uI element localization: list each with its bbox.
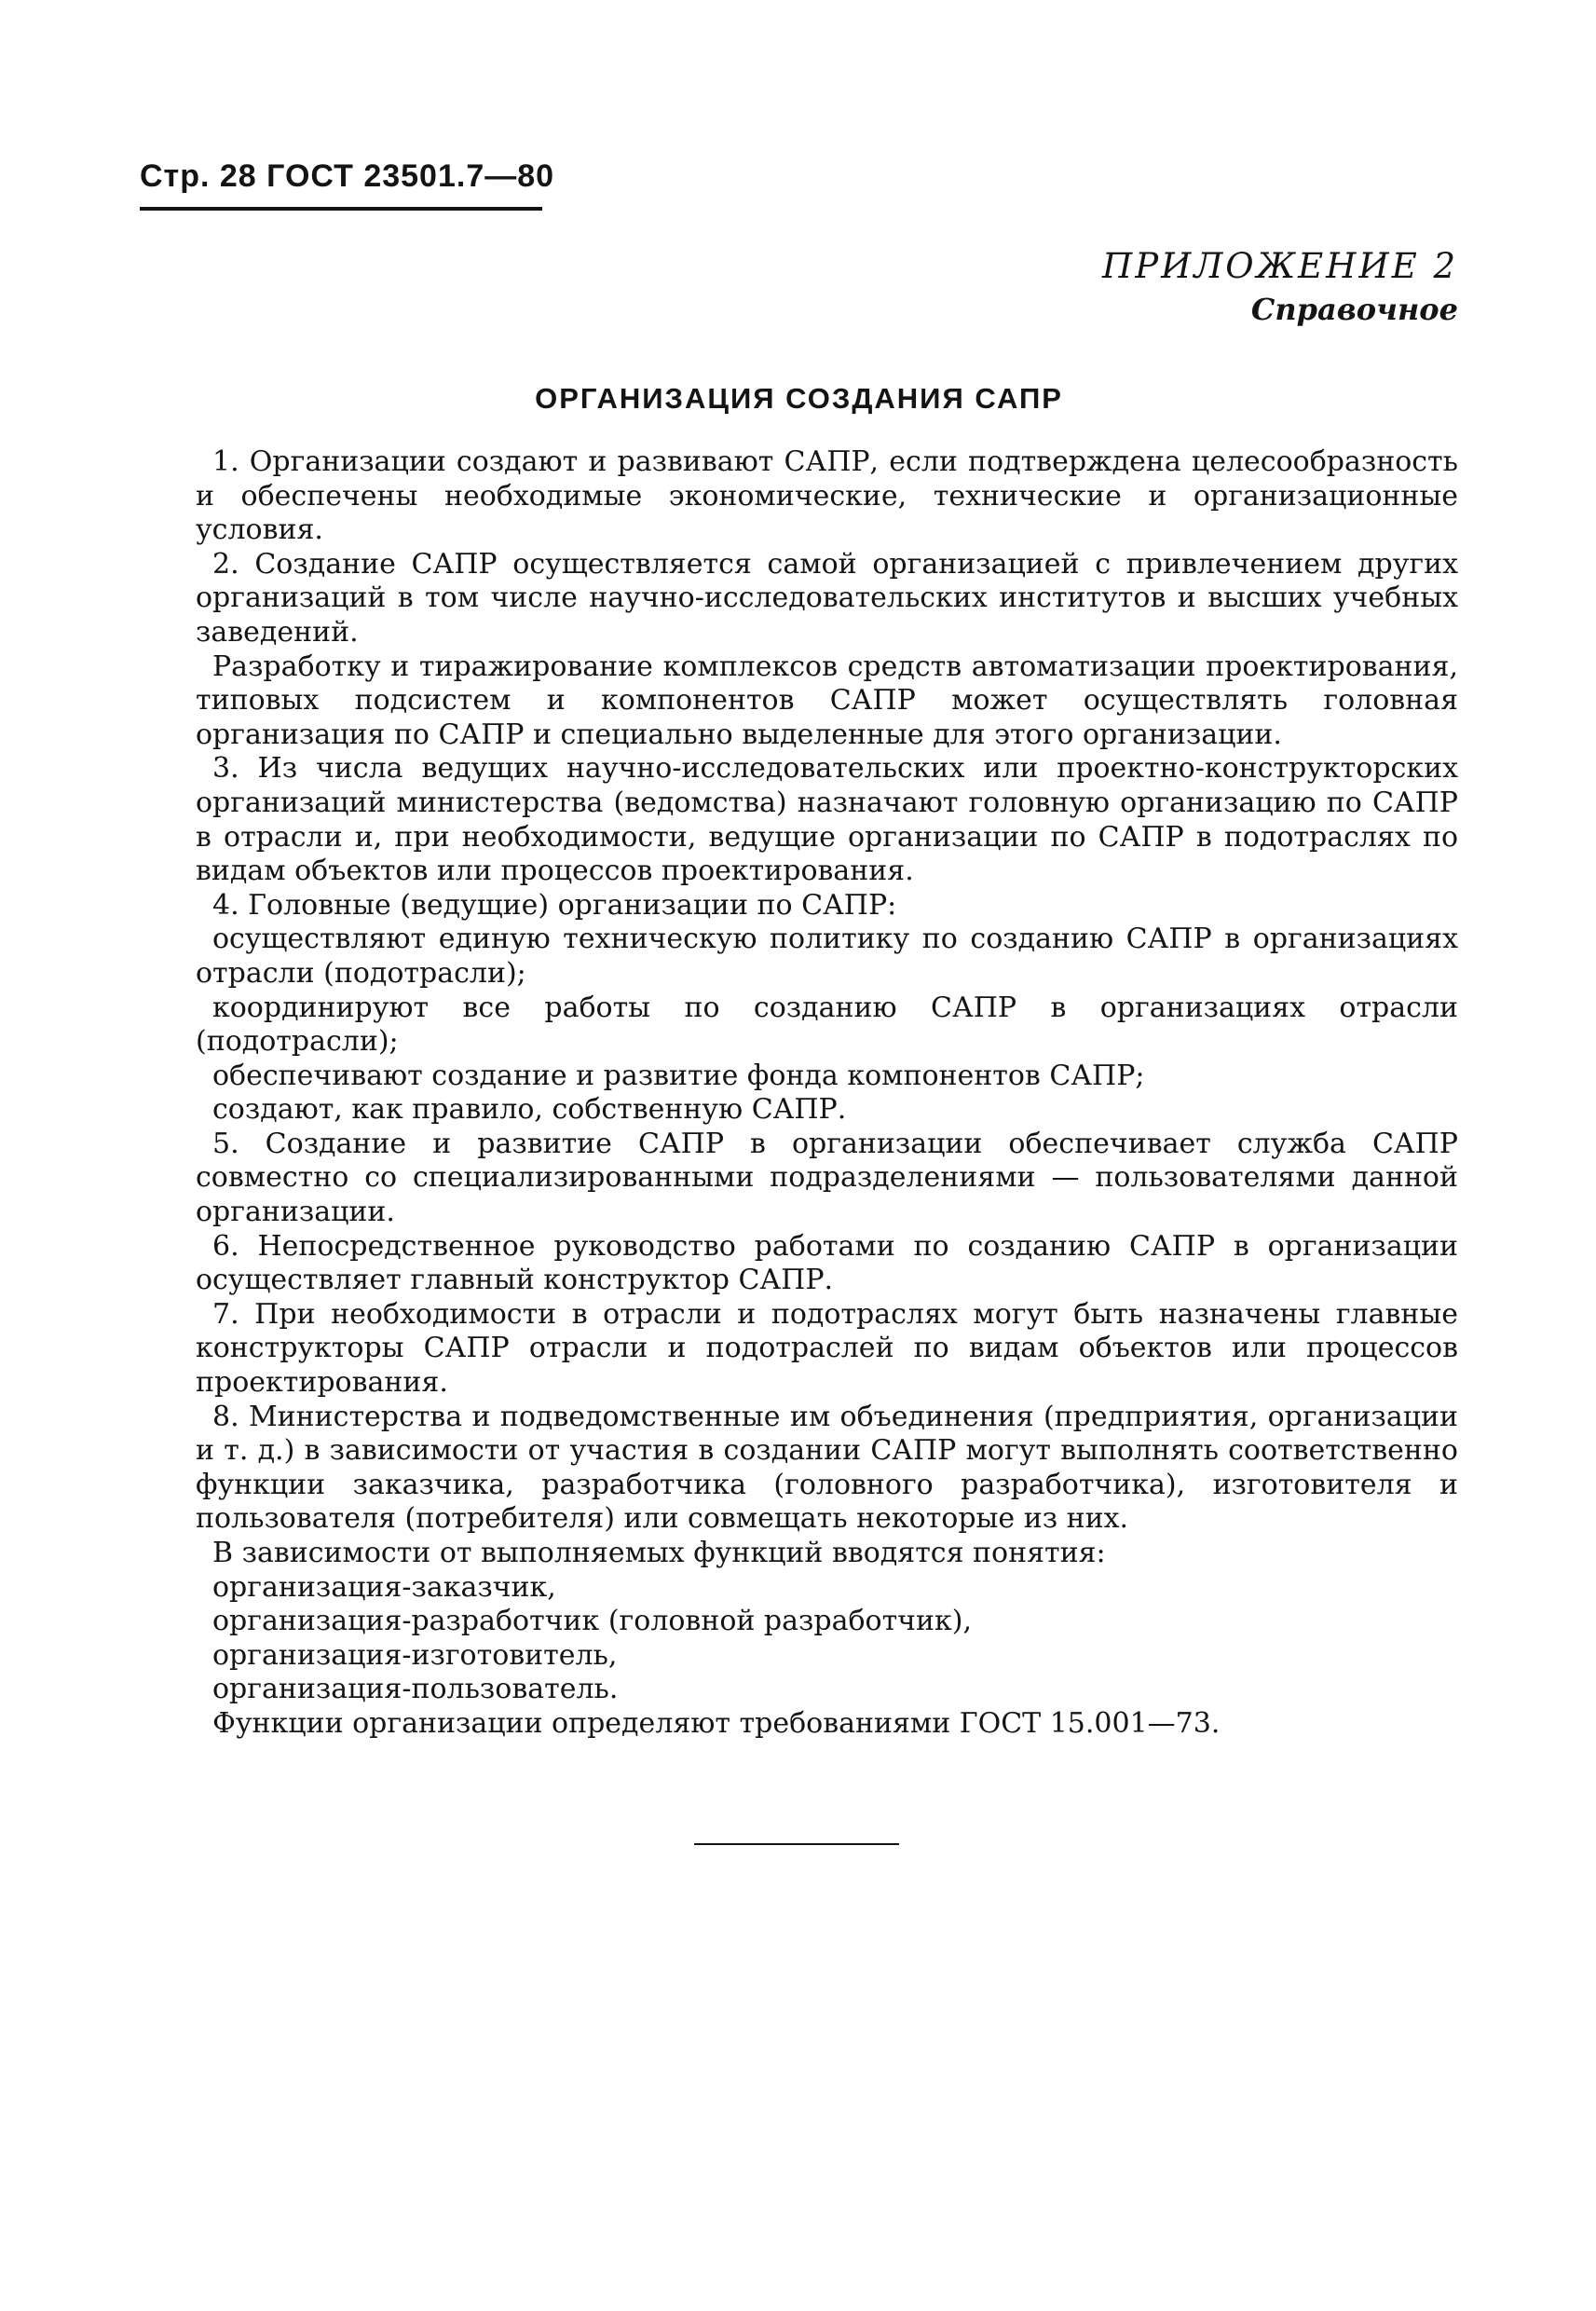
appendix-subtitle: Справочное <box>1250 292 1458 327</box>
paragraph-4-item: обеспечивают создание и развитие фонда компонентов САПР; <box>212 1059 1145 1092</box>
paragraph-4-item: координируют все работы по созданию САПР в организациях отрасли (подотрасли); <box>196 991 1458 1059</box>
paragraph-2: 2. Создание САПР осуществляется самой организацией с привлечением других организаций в том числе научно-исследовательских институтов и высших учебных заведений. <box>196 547 1458 649</box>
paragraph-4-item: осуществляют единую техническую политику по созданию САПР в организациях отрасли (подотрасли); <box>196 923 1458 990</box>
concept-item: организация-пользователь. <box>212 1673 619 1706</box>
document-body <box>196 445 1458 1742</box>
page-header: Стр. 28 ГОСТ 23501.7—80 <box>140 158 555 194</box>
paragraph-5: 5. Создание и развитие САПР в организации обеспечивает служба САПР совместно со специализированными подразделениями — пользователями данной организации. <box>196 1127 1458 1229</box>
closing-paragraph: Функции организации определяют требованиями ГОСТ 15.001—73. <box>212 1706 1221 1740</box>
paragraph-3: 3. Из числа ведущих научно-исследовательских или проектно-конструкторских организаций министерства (ведомства) назначают головную организацию по САПР в отрасли и, при необходимости, ведущие организации по САПР в подотраслях по видам объектов или процессов проектирования. <box>196 752 1458 888</box>
paragraph-1: 1. Организации создают и развивают САПР, если подтверждена целесообразность и обеспечены необходимые экономические, технические и организационные условия. <box>196 445 1458 547</box>
paragraph-8-continued: В зависимости от выполняемых функций вводятся понятия: <box>212 1537 1106 1569</box>
paragraph-7: 7. При необходимости в отрасли и подотраслях могут быть назначены главные конструкторы САПР отрасли и подотраслей по видам объектов или процессов проектирования. <box>196 1297 1458 1400</box>
concept-item: организация-разработчик (головной разработчик), <box>212 1605 972 1638</box>
paragraph-4-item: создают, как правило, собственную САПР. <box>212 1093 847 1127</box>
concept-item: организация-заказчик, <box>212 1570 556 1604</box>
appendix-label <box>1102 244 1458 330</box>
end-rule <box>694 1843 899 1845</box>
document-title: ОРГАНИЗАЦИЯ СОЗДАНИЯ САПР <box>535 382 1063 415</box>
paragraph-4: 4. Головные (ведущие) организации по САПР: <box>212 888 897 922</box>
paragraph-6: 6. Непосредственное руководство работами по созданию САПР в организации осуществляет главный конструктор САПР. <box>196 1229 1458 1297</box>
paragraph-8: 8. Министерства и подведомственные им объединения (предприятия, организации и т. д.) в зависимости от участия в создании САПР могут выполнять соответственно функции заказчика, разработчика (головного разработчика), изготовителя и пользователя (потребителя) или совмещать некоторые из них. <box>196 1400 1458 1536</box>
paragraph-2-continued: Разработку и тиражирование комплексов средств автоматизации проектирования, типовых подсистем и компонентов САПР может осуществлять головная организация по САПР и специально выделенные для этого организации. <box>196 650 1458 751</box>
appendix-title: ПРИЛОЖЕНИЕ 2 <box>1101 246 1458 286</box>
header-rule <box>140 207 542 211</box>
concept-item: организация-изготовитель, <box>212 1638 618 1672</box>
